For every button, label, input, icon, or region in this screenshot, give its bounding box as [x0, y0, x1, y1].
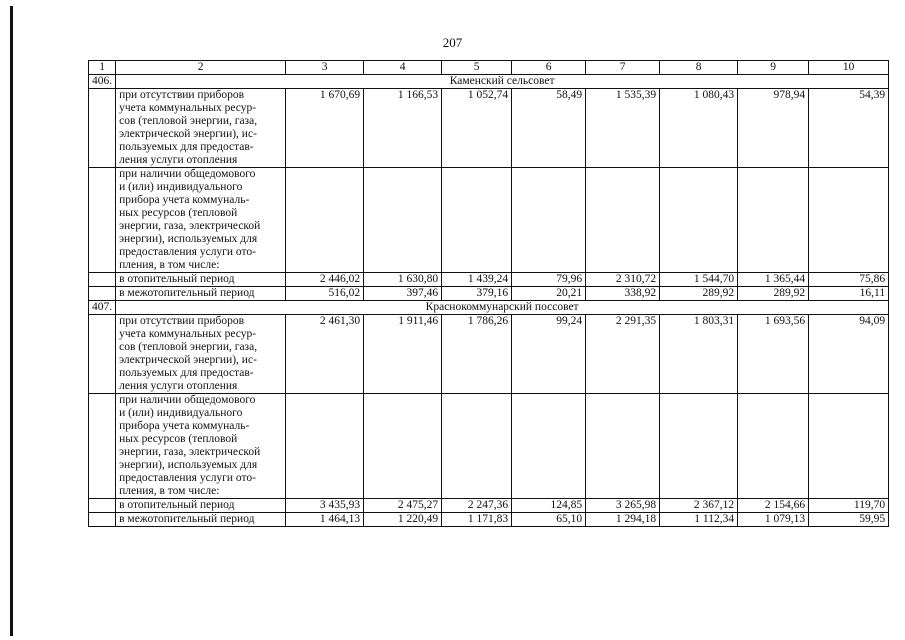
- section-number: 407.: [89, 301, 116, 315]
- description-line: в межотопительный период: [119, 287, 255, 299]
- value-cell: 3 265,98: [586, 499, 660, 513]
- section-number: 406.: [89, 75, 116, 89]
- value-cell: 1 544,70: [660, 273, 738, 287]
- value-cell: 1 670,69: [286, 89, 364, 168]
- description-line: в отопительный период: [119, 499, 235, 511]
- row-description: [116, 89, 286, 168]
- value-cell: 1 079,13: [738, 513, 809, 527]
- value-cell: [286, 168, 364, 273]
- table-row: [89, 315, 889, 394]
- value-cell: [586, 168, 660, 273]
- row-description: [116, 315, 286, 394]
- column-header: 2: [116, 61, 286, 75]
- description-line: пользуемых для предостав-: [119, 141, 254, 153]
- description-line: при отсутствии приборов: [119, 89, 245, 101]
- description-line: электрической энергии), ис-: [119, 354, 257, 366]
- value-cell: 65,10: [512, 513, 586, 527]
- page-number: 207: [442, 35, 463, 50]
- row-number-cell: [89, 513, 116, 527]
- section-title: Краснокоммунарский поссовет: [116, 301, 889, 315]
- value-cell: 99,24: [512, 315, 586, 394]
- description-line: пользуемых для предостав-: [119, 367, 254, 379]
- description-line: прибора учета коммуналь-: [119, 194, 250, 206]
- section-header-row: [89, 301, 889, 315]
- value-cell: 3 435,93: [286, 499, 364, 513]
- section-header-row: [89, 75, 889, 89]
- value-cell: 289,92: [660, 287, 738, 301]
- value-cell: 1 630,80: [364, 273, 442, 287]
- description-line: предоставления услуги ото-: [119, 472, 256, 484]
- value-cell: 1 166,53: [364, 89, 442, 168]
- column-header: 7: [586, 61, 660, 75]
- value-cell: [809, 394, 889, 499]
- value-cell: 59,95: [809, 513, 889, 527]
- column-header-row: [89, 61, 889, 75]
- section-title: Каменский сельсовет: [116, 75, 889, 89]
- row-description: [116, 273, 286, 287]
- description-line: учета коммунальных ресур-: [119, 102, 257, 114]
- value-cell: 94,09: [809, 315, 889, 394]
- description-line: ления услуги отопления: [119, 154, 238, 166]
- description-line: при наличии общедомового: [119, 168, 256, 180]
- value-cell: 2 310,72: [586, 273, 660, 287]
- table-row: [89, 168, 889, 273]
- value-cell: [512, 168, 586, 273]
- value-cell: 1 365,44: [738, 273, 809, 287]
- row-description: [116, 394, 286, 499]
- value-cell: 58,49: [512, 89, 586, 168]
- column-header: 5: [442, 61, 512, 75]
- description-line: и (или) индивидуального: [119, 407, 243, 419]
- description-line: учета коммунальных ресур-: [119, 328, 257, 340]
- description-line: при наличии общедомового: [119, 394, 256, 406]
- table-body: [89, 61, 889, 527]
- value-cell: [286, 394, 364, 499]
- column-header: 1: [89, 61, 116, 75]
- left-margin-rule: [10, 6, 13, 636]
- column-header: 3: [286, 61, 364, 75]
- column-header: 6: [512, 61, 586, 75]
- table-row: [89, 499, 889, 513]
- value-cell: 2 154,66: [738, 499, 809, 513]
- description-line: в межотопительный период: [119, 513, 255, 525]
- description-line: энергии), используемых для: [119, 459, 258, 471]
- description-line: прибора учета коммуналь-: [119, 420, 250, 432]
- description-line: сов (тепловой энергии, газа,: [119, 341, 258, 353]
- description-line: энергии, газа, электрической: [119, 220, 261, 232]
- description-line: ления услуги отопления: [119, 380, 238, 392]
- value-cell: 397,46: [364, 287, 442, 301]
- value-cell: 119,70: [809, 499, 889, 513]
- value-cell: 20,21: [512, 287, 586, 301]
- row-description: [116, 168, 286, 273]
- row-number-cell: [89, 499, 116, 513]
- description-line: пления, в том числе:: [119, 485, 220, 497]
- value-cell: 2 291,35: [586, 315, 660, 394]
- description-line: ных ресурсов (тепловой: [119, 433, 238, 445]
- value-cell: 2 461,30: [286, 315, 364, 394]
- table-row: [89, 287, 889, 301]
- row-number-cell: [89, 394, 116, 499]
- value-cell: [442, 394, 512, 499]
- value-cell: 1 080,43: [660, 89, 738, 168]
- value-cell: 1 294,18: [586, 513, 660, 527]
- row-number-cell: [89, 273, 116, 287]
- value-cell: [660, 394, 738, 499]
- value-cell: 124,85: [512, 499, 586, 513]
- value-cell: [512, 394, 586, 499]
- value-cell: 1 112,34: [660, 513, 738, 527]
- value-cell: 2 247,36: [442, 499, 512, 513]
- description-line: электрической энергии), ис-: [119, 128, 257, 140]
- value-cell: [738, 168, 809, 273]
- description-line: энергии), используемых для: [119, 233, 258, 245]
- description-line: энергии, газа, электрической: [119, 446, 261, 458]
- value-cell: 516,02: [286, 287, 364, 301]
- description-line: сов (тепловой энергии, газа,: [119, 115, 258, 127]
- value-cell: 75,86: [809, 273, 889, 287]
- table-row: [89, 513, 889, 527]
- value-cell: 289,92: [738, 287, 809, 301]
- value-cell: 1 220,49: [364, 513, 442, 527]
- value-cell: [586, 394, 660, 499]
- column-header: 8: [660, 61, 738, 75]
- table-row: [89, 394, 889, 499]
- table-row: [89, 89, 889, 168]
- description-line: и (или) индивидуального: [119, 181, 243, 193]
- description-line: предоставления услуги ото-: [119, 246, 256, 258]
- value-cell: 79,96: [512, 273, 586, 287]
- value-cell: [364, 394, 442, 499]
- row-number-cell: [89, 168, 116, 273]
- column-header: 4: [364, 61, 442, 75]
- row-number-cell: [89, 89, 116, 168]
- column-header: 10: [809, 61, 889, 75]
- value-cell: 1 535,39: [586, 89, 660, 168]
- value-cell: 1 439,24: [442, 273, 512, 287]
- value-cell: 379,16: [442, 287, 512, 301]
- description-line: при отсутствии приборов: [119, 315, 245, 327]
- value-cell: 16,11: [809, 287, 889, 301]
- value-cell: 1 171,83: [442, 513, 512, 527]
- value-cell: 2 475,27: [364, 499, 442, 513]
- value-cell: 978,94: [738, 89, 809, 168]
- value-cell: 1 803,31: [660, 315, 738, 394]
- value-cell: 2 446,02: [286, 273, 364, 287]
- value-cell: 338,92: [586, 287, 660, 301]
- value-cell: [442, 168, 512, 273]
- table-row: [89, 273, 889, 287]
- value-cell: [809, 168, 889, 273]
- row-number-cell: [89, 287, 116, 301]
- value-cell: [364, 168, 442, 273]
- value-cell: 1 693,56: [738, 315, 809, 394]
- row-number-cell: [89, 315, 116, 394]
- value-cell: 2 367,12: [660, 499, 738, 513]
- description-line: ных ресурсов (тепловой: [119, 207, 238, 219]
- column-header: 9: [738, 61, 809, 75]
- value-cell: 1 786,26: [442, 315, 512, 394]
- description-line: в отопительный период: [119, 273, 235, 285]
- value-cell: [738, 394, 809, 499]
- value-cell: 54,39: [809, 89, 889, 168]
- row-description: [116, 513, 286, 527]
- tariff-table: [88, 60, 889, 527]
- value-cell: 1 911,46: [364, 315, 442, 394]
- row-description: [116, 287, 286, 301]
- value-cell: [660, 168, 738, 273]
- value-cell: 1 464,13: [286, 513, 364, 527]
- row-description: [116, 499, 286, 513]
- description-line: пления, в том числе:: [119, 259, 220, 271]
- value-cell: 1 052,74: [442, 89, 512, 168]
